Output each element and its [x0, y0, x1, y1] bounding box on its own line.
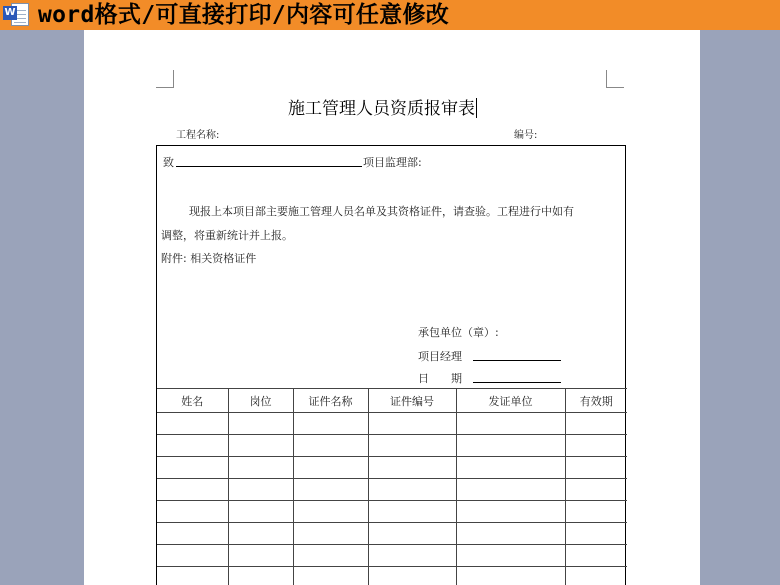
table-cell[interactable] [456, 501, 565, 523]
table-cell[interactable] [456, 523, 565, 545]
table-cell[interactable] [293, 545, 368, 567]
text-cursor [476, 98, 477, 118]
table-cell[interactable] [293, 523, 368, 545]
header-name: 姓名 [157, 389, 228, 413]
report-form [156, 145, 626, 585]
table-header-row [157, 389, 627, 413]
to-prefix: 致 [163, 156, 174, 169]
table-cell[interactable] [368, 501, 456, 523]
table-cell[interactable] [456, 567, 565, 585]
table-row [157, 413, 627, 435]
body-paragraph-line2: 调整，将重新统计并上报。 [161, 229, 293, 242]
table-cell[interactable] [456, 413, 565, 435]
margin-corner-top-right [606, 70, 624, 88]
table-cell[interactable] [228, 523, 293, 545]
table-cell[interactable] [157, 457, 228, 479]
header-position: 岗位 [228, 389, 293, 413]
table-row [157, 501, 627, 523]
left-margin [0, 30, 84, 585]
table-cell[interactable] [456, 435, 565, 457]
table-cell[interactable] [368, 545, 456, 567]
table-cell[interactable] [228, 479, 293, 501]
table-cell[interactable] [157, 435, 228, 457]
table-row [157, 567, 627, 585]
table-cell[interactable] [368, 435, 456, 457]
table-cell[interactable] [293, 435, 368, 457]
recipient-blank[interactable] [176, 166, 362, 167]
table-cell[interactable] [456, 457, 565, 479]
header-certificate-number: 证件编号 [368, 389, 456, 413]
project-manager-label: 项目经理 [418, 350, 462, 363]
header-validity: 有效期 [565, 389, 627, 413]
personnel-table [157, 388, 627, 585]
number-label: 编号: [514, 130, 538, 141]
top-banner [0, 0, 780, 30]
table-cell[interactable] [565, 479, 627, 501]
table-cell[interactable] [157, 501, 228, 523]
table-row [157, 545, 627, 567]
date-label: 日 期 [418, 372, 462, 385]
table-cell[interactable] [368, 457, 456, 479]
table-cell[interactable] [293, 501, 368, 523]
table-row [157, 435, 627, 457]
attachment-label: 附件: 相关资格证件 [161, 252, 257, 265]
table-cell[interactable] [157, 545, 228, 567]
table-cell[interactable] [565, 413, 627, 435]
table-cell[interactable] [368, 479, 456, 501]
table-cell[interactable] [228, 457, 293, 479]
header-issuing-authority: 发证单位 [456, 389, 565, 413]
table-cell[interactable] [157, 567, 228, 585]
margin-corner-top-left [156, 70, 174, 88]
word-doc-icon: W [3, 2, 31, 28]
table-cell[interactable] [293, 413, 368, 435]
header-certificate-name: 证件名称 [293, 389, 368, 413]
table-cell[interactable] [157, 413, 228, 435]
table-cell[interactable] [368, 413, 456, 435]
table-cell[interactable] [368, 567, 456, 585]
table-row [157, 457, 627, 479]
table-cell[interactable] [157, 479, 228, 501]
table-cell[interactable] [228, 435, 293, 457]
table-cell[interactable] [565, 567, 627, 585]
table-cell[interactable] [565, 545, 627, 567]
table-cell[interactable] [565, 501, 627, 523]
project-name-label: 工程名称: [176, 130, 220, 141]
table-cell[interactable] [293, 567, 368, 585]
date-blank[interactable] [473, 382, 561, 383]
table-cell[interactable] [565, 435, 627, 457]
table-cell[interactable] [565, 523, 627, 545]
table-cell[interactable] [456, 545, 565, 567]
table-cell[interactable] [456, 479, 565, 501]
banner-text: word格式/可直接打印/内容可任意修改 [38, 2, 450, 28]
body-paragraph-line1: 现报上本项目部主要施工管理人员名单及其资格证件，请查验。工程进行中如有 [189, 205, 574, 218]
table-cell[interactable] [228, 501, 293, 523]
supervision-dept-label: 项目监理部: [363, 156, 422, 169]
table-cell[interactable] [293, 457, 368, 479]
table-cell[interactable] [228, 567, 293, 585]
table-cell[interactable] [293, 479, 368, 501]
table-cell[interactable] [565, 457, 627, 479]
table-cell[interactable] [228, 413, 293, 435]
table-cell[interactable] [228, 545, 293, 567]
table-row [157, 523, 627, 545]
right-margin [700, 30, 780, 585]
table-cell[interactable] [368, 523, 456, 545]
table-cell[interactable] [157, 523, 228, 545]
document-title[interactable]: 施工管理人员资质报审表 [288, 99, 475, 119]
table-row [157, 479, 627, 501]
contractor-label: 承包单位（章）: [418, 326, 499, 339]
project-manager-blank[interactable] [473, 360, 561, 361]
